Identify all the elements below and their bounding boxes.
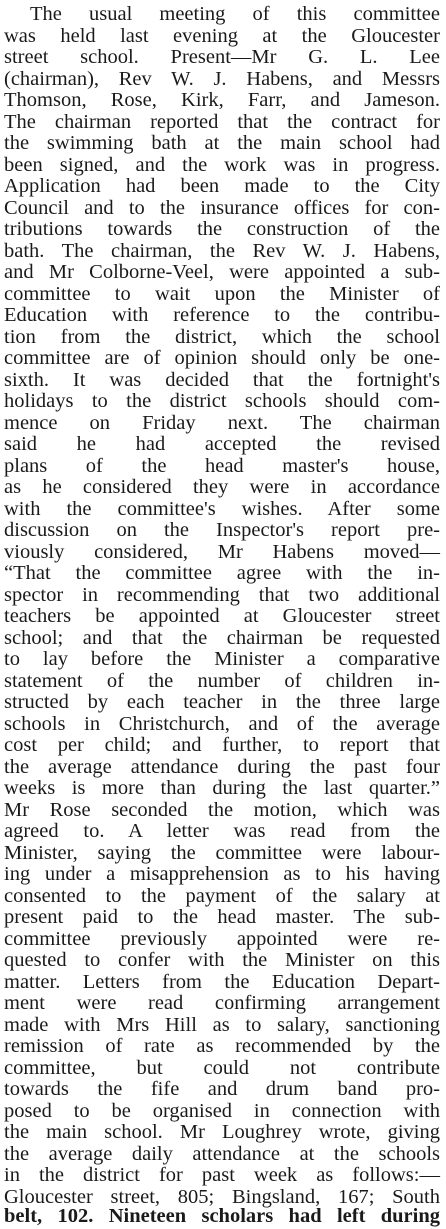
article-line: committee previously appointed were re- (4, 927, 440, 950)
article-line: committee are of opinion should only be one- (4, 347, 440, 369)
article-line: towards the fife and drum band pro- (4, 1078, 440, 1100)
article-line: Application had been made to the City (4, 175, 440, 197)
article-line: tributions towards the construction of the (4, 218, 440, 240)
article-line: present paid to the head master. The sub- (4, 906, 440, 928)
article-line: discussion on the Inspector's report pre- (4, 519, 440, 541)
article-line: The chairman reported that the contract for (4, 110, 440, 133)
article-line: Gloucester street, 805; Bingsland, 167; South (4, 1185, 440, 1208)
article-line: in the district for past week as follows:— (4, 1164, 440, 1186)
article-line: Mr Rose seconded the motion, which was (4, 798, 440, 821)
article-line: matter. Letters from the Education Depart- (4, 970, 440, 993)
article-line: statement of the number of children in- (4, 669, 440, 692)
article-line: belt, 102. Nineteen scholars had left during (4, 1205, 440, 1227)
article-line: teachers be appointed at Gloucester street (4, 605, 440, 627)
article-line: tion from the district, which the school (4, 325, 440, 348)
article-line: agreed to. A letter was read from the (4, 820, 440, 842)
article-line: weeks is more than during the last quarter.” (4, 777, 440, 799)
article-line: to lay before the Minister a comparative (4, 648, 440, 670)
article-line: said he had accepted the revised (4, 433, 440, 455)
article-line: viously considered, Mr Habens moved— (4, 540, 440, 563)
article-line: sixth. It was decided that the fortnight's (4, 368, 440, 391)
article-line: the swimming bath at the main school had (4, 132, 440, 154)
article-line: spector in recommending that two additional (4, 583, 440, 606)
article-line: cost per child; and further, to report that (4, 734, 440, 756)
article-line: bath. The chairman, the Rev W. J. Habens, (4, 239, 440, 262)
article-line: consented to the payment of the salary at (4, 884, 440, 907)
article-line: committee to wait upon the Minister of (4, 282, 440, 305)
article-line: mence on Friday next. The chairman (4, 411, 440, 434)
article-line: Council and to the insurance offices for con- (4, 196, 440, 219)
article-line: schools in Christchurch, and of the average (4, 712, 440, 735)
article-line: ing under a misapprehension as to his having (4, 863, 440, 885)
article-line: “That the committee agree with the in- (4, 562, 440, 584)
article-line: remission of rate as recommended by the (4, 1035, 440, 1057)
article-line: posed to be organised in connection with (4, 1099, 440, 1122)
article-line: quested to confer with the Minister on this (4, 949, 440, 971)
article-line: (chairman), Rev W. J. Habens, and Messrs (4, 67, 440, 90)
article-line: the main school. Mr Loughrey wrote, giving (4, 1121, 440, 1143)
article-line: Education with reference to the contribu- (4, 304, 440, 326)
article-line: structed by each teacher in the three large (4, 691, 440, 713)
article-line: been signed, and the work was in progress. (4, 153, 440, 176)
article-line: school; and that the chairman be requested (4, 626, 440, 649)
article-line: as he considered they were in accordance (4, 476, 440, 498)
article-line: street school. Present—Mr G. L. Lee (4, 46, 440, 68)
article-line: made with Mrs Hill as to salary, sanctioning (4, 1013, 440, 1036)
article-line: the average attendance during the past four (4, 755, 440, 778)
article-line: holidays to the district schools should com- (4, 390, 440, 412)
article-line: Thomson, Rose, Kirk, Farr, and Jameson. (4, 89, 440, 111)
article-line: the average daily attendance at the schools (4, 1142, 440, 1165)
article-line: committee, but could not contribute (4, 1056, 440, 1079)
article-line: The usual meeting of this committee (30, 3, 440, 25)
article-line: ment were read confirming arrangement (4, 992, 440, 1014)
article-line: plans of the head master's house, (4, 454, 440, 477)
article-line: Minister, saying the committee were labour- (4, 841, 440, 864)
article-line: and Mr Colborne-Veel, were appointed a sub- (4, 261, 440, 283)
article-line: with the committee's wishes. After some (4, 497, 440, 520)
article-line: was held last evening at the Gloucester (4, 24, 440, 47)
